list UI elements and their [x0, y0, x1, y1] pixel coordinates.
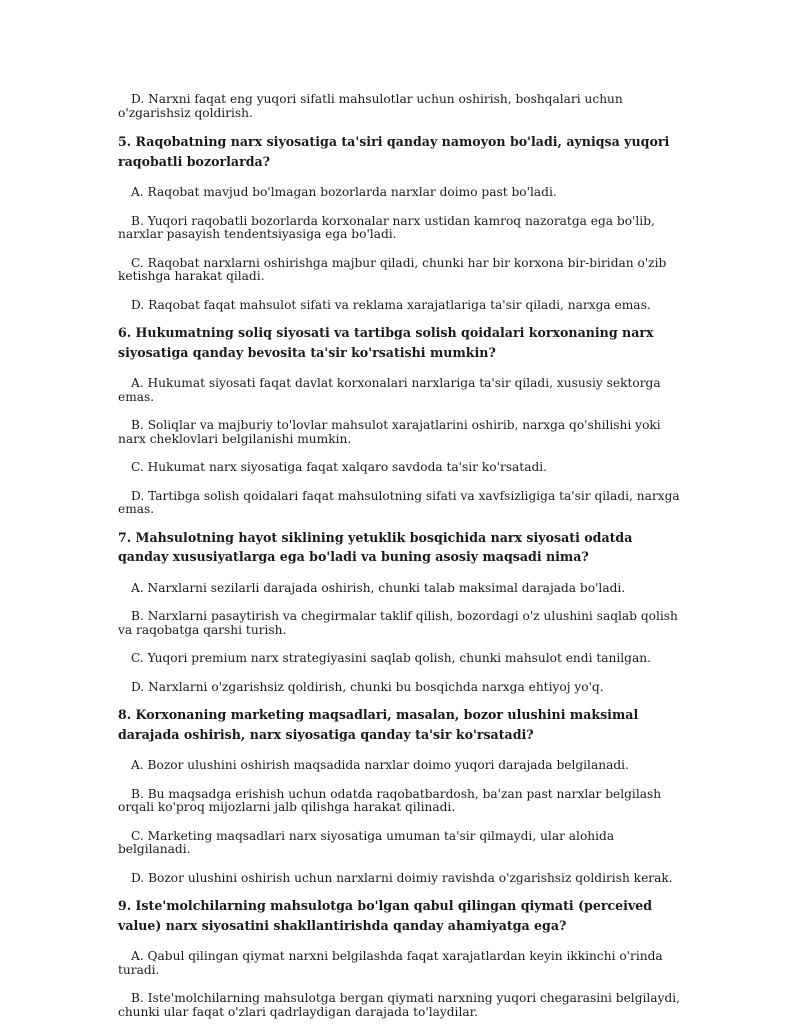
answer-option: B. Iste'molchilarning mahsulotga bergan qiymati narxning yuqori chegarasini belgilaydi, chunki ular faqat o'zlari qadrlaydigan darajada to'laydilar. [118, 991, 681, 1019]
question-text: 8. Korxonaning marketing maqsadlari, masalan, bozor ulushini maksimal darajada oshirish, narx siyosatiga qanday ta'sir ko'rsatadi? [118, 707, 639, 742]
answer-option: B. Bu maqsadga erishish uchun odatda raqobatbardosh, ba'zan past narxlar belgilash orqali ko'proq mijozlarni jalb qilishga harakat qilinadi. [118, 786, 662, 814]
question-text: 9. Iste'molchilarning mahsulotga bo'lgan qabul qilingan qiymati (perceived value) narx siyosatini shakllantirishda qanday ahamiyatga ega? [118, 898, 653, 933]
answer-option: A. Raqobat mavjud bo'lmagan bozorlarda narxlar doimo past bo'ladi. [131, 185, 557, 199]
answer-option: C. Raqobat narxlarni oshirishga majbur qiladi, chunki har bir korxona bir-biridan o'zib ketishga harakat qiladi. [118, 255, 667, 283]
answer-option: A. Narxlarni sezilarli darajada oshirish, chunki talab maksimal darajada bo'ladi. [131, 580, 626, 595]
answer-option: A. Qabul qilingan qiymat narxni belgilashda faqat xarajatlardan keyin ikkinchi o'rinda turadi. [118, 949, 663, 977]
question-text: 5. Raqobatning narx siyosatiga ta'siri qanday namoyon bo'ladi, ayniqsa yuqori raqobatli bozorlarda? [118, 134, 670, 169]
answer-option: C. Hukumat narx siyosatiga faqat xalqaro savdoda ta'sir ko'rsatadi. [131, 460, 548, 474]
answer-option: D. Tartibga solish qoidalari faqat mahsulotning sifati va xavfsizligiga ta'sir qiladi, narxga emas. [118, 488, 680, 516]
answer-option: A. Hukumat siyosati faqat davlat korxonalari narxlariga ta'sir qiladi, xususiy sektorga emas. [118, 376, 661, 404]
answer-option: B. Narxlarni pasaytirish va chegirmalar taklif qilish, bozordagi o'z ulushini saqlab qolish va raqobatga qarshi turish. [118, 609, 678, 637]
answer-option: D. Raqobat faqat mahsulot sifati va reklama xarajatlariga ta'sir qiladi, narxga emas. [131, 297, 651, 312]
answer-option: C. Marketing maqsadlari narx siyosatiga umuman ta'sir qilmaydi, ular alohida belgilanadi. [118, 828, 615, 856]
question-text: 7. Mahsulotning hayot siklining yetuklik bosqichida narx siyosati odatda qanday xususiyatlarga ega bo'ladi va buning asosiy maqsadi nima? [118, 529, 633, 564]
document-page [118, 93, 684, 1019]
answer-option: A. Bozor ulushini oshirish maqsadida narxlar doimo yuqori darajada belgilanadi. [131, 758, 629, 772]
answer-option: C. Yuqori premium narx strategiyasini saqlab qolish, chunki mahsulot endi tanilgan. [131, 651, 651, 665]
question-text: 6. Hukumatning soliq siyosati va tartibga solish qoidalari korxonaning narx siyosatiga qanday bevosita ta'sir ko'rsatishi mumkin? [118, 325, 654, 360]
answer-option: D. Narxlarni o'zgarishsiz qoldirish, chunki bu bosqichda narxga ehtiyoj yo'q. [131, 679, 604, 694]
answer-option: D. Narxni faqat eng yuqori sifatli mahsulotlar uchun oshirish, boshqalari uchun o'zgarishsiz qoldirish. [118, 92, 623, 120]
answer-option: B. Yuqori raqobatli bozorlarda korxonalar narx ustidan kamroq nazoratga ega bo'lib, narxlar pasayish tendentsiyasiga ega bo'ladi. [118, 213, 655, 241]
answer-option: D. Bozor ulushini oshirish uchun narxlarni doimiy ravishda o'zgarishsiz qoldirish kerak. [131, 870, 673, 885]
answer-option: B. Soliqlar va majburiy to'lovlar mahsulot xarajatlarini oshirib, narxga qo'shilishi yoki narx cheklovlari belgilanishi mumkin. [118, 418, 661, 446]
